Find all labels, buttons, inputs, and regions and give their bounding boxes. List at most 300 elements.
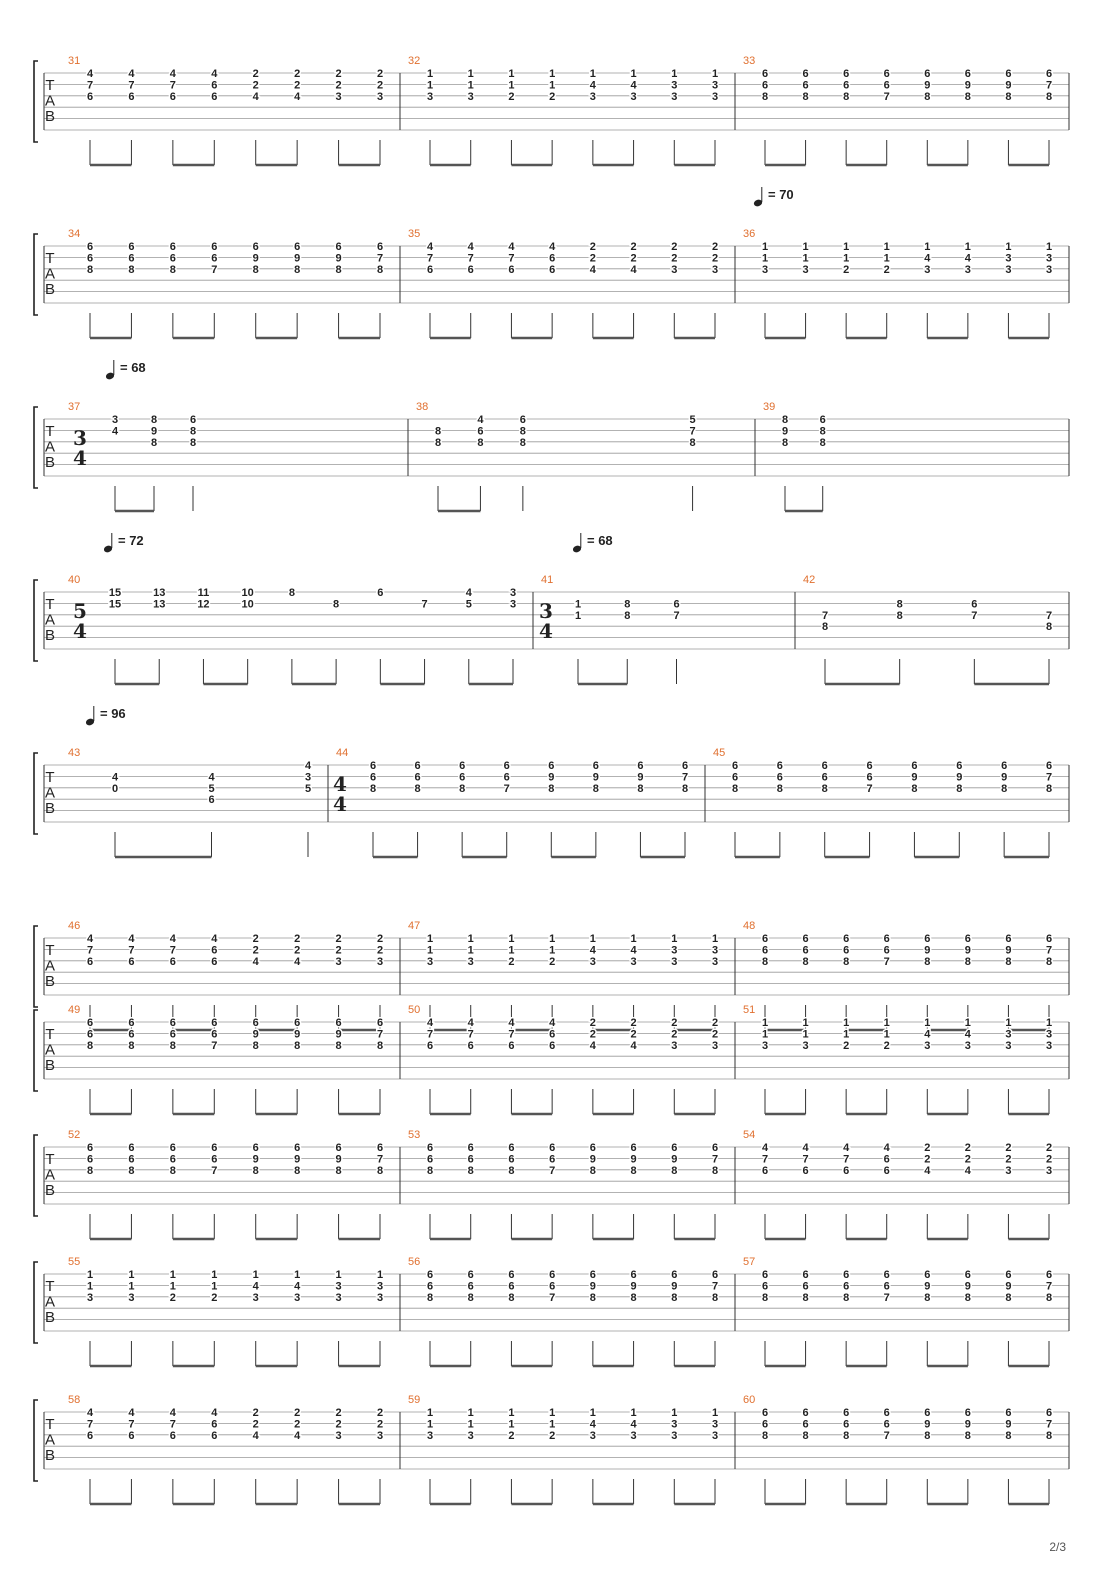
fret-number: 7 — [508, 1028, 515, 1041]
fret-number: 2 — [335, 1407, 342, 1419]
fret-number: 4 — [294, 90, 301, 103]
tab-clef-letter: B — [44, 973, 56, 990]
fret-number: 2 — [630, 1028, 637, 1041]
fret-number: 8 — [477, 436, 484, 449]
fret-number: 8 — [637, 782, 644, 795]
fret-number: 3 — [86, 1291, 94, 1304]
fret-number: 4 — [169, 68, 176, 80]
fret-number: 7 — [128, 79, 135, 92]
fret-number: 3 — [711, 955, 719, 968]
fret-number: 2 — [589, 1028, 596, 1041]
fret-number: 2 — [549, 1429, 556, 1442]
tab-clef-letter: T — [45, 423, 55, 440]
fret-number: 1 — [671, 933, 678, 945]
fret-number: 4 — [630, 79, 637, 92]
fret-number: 1 — [761, 1028, 769, 1041]
tab-clef-letter: T — [45, 942, 55, 959]
fret-number: 3 — [335, 1291, 342, 1304]
fret-number: 8 — [459, 782, 466, 795]
fret-number: 6 — [426, 1280, 434, 1293]
fret-number: 3 — [589, 90, 596, 103]
time-signature-numerator: 3 — [539, 599, 553, 623]
fret-number: 6 — [802, 933, 809, 945]
fret-number: 3 — [376, 955, 384, 968]
fret-number: 11 — [197, 587, 210, 599]
fret-number: 4 — [294, 955, 301, 968]
system-bracket — [34, 580, 38, 661]
fret-number: 2 — [335, 944, 342, 957]
fret-number: 1 — [294, 1269, 301, 1281]
fret-number: 6 — [426, 263, 434, 276]
fret-number: 4 — [252, 1429, 259, 1442]
fret-number: 2 — [711, 252, 719, 265]
fret-number: 4 — [924, 252, 931, 265]
fret-number: 6 — [761, 1269, 769, 1281]
fret-number: 6 — [86, 1017, 94, 1029]
fret-number: 0 — [111, 782, 119, 795]
time-signature-denominator: 4 — [73, 619, 87, 643]
measure-number: 41 — [541, 574, 554, 586]
fret-number: 8 — [128, 263, 135, 276]
fret-number: 6 — [549, 252, 556, 265]
fret-number: 8 — [843, 1429, 850, 1442]
fret-number: 9 — [335, 1028, 342, 1041]
fret-number: 7 — [376, 252, 384, 265]
fret-number: 6 — [508, 1153, 515, 1166]
fret-number: 1 — [671, 68, 678, 80]
fret-number: 6 — [211, 1418, 218, 1431]
fret-number: 1 — [549, 944, 556, 957]
fret-number: 8 — [426, 1164, 434, 1177]
fret-number: 4 — [843, 1142, 850, 1154]
fret-number: 8 — [335, 1164, 342, 1177]
fret-number: 8 — [761, 1429, 769, 1442]
fret-number: 4 — [294, 1429, 301, 1442]
fret-number: 3 — [376, 1429, 384, 1442]
fret-number: 6 — [1045, 933, 1053, 945]
fret-number: 7 — [426, 1028, 434, 1041]
fret-number: 6 — [731, 771, 739, 784]
fret-number: 8 — [1005, 955, 1012, 968]
fret-number: 9 — [637, 771, 644, 784]
fret-number: 2 — [630, 1017, 637, 1029]
fret-number: 6 — [376, 241, 384, 253]
fret-number: 1 — [426, 1407, 434, 1419]
fret-number: 1 — [508, 933, 515, 945]
fret-number: 8 — [335, 1039, 342, 1052]
fret-number: 2 — [294, 79, 301, 92]
fret-number: 3 — [671, 263, 678, 276]
fret-number: 7 — [883, 1429, 890, 1442]
fret-number: 6 — [467, 1039, 474, 1052]
fret-number: 8 — [294, 1164, 301, 1177]
fret-number: 4 — [761, 1142, 769, 1154]
fret-number: 6 — [376, 1142, 384, 1154]
measure-number: 51 — [743, 1004, 756, 1016]
fret-number: 2 — [1045, 1153, 1053, 1166]
fret-number: 2 — [376, 944, 384, 957]
fret-number: 8 — [294, 263, 301, 276]
fret-number: 8 — [711, 1291, 719, 1304]
measure-number: 32 — [408, 55, 421, 67]
fret-number: 6 — [924, 933, 931, 945]
fret-number: 8 — [964, 90, 971, 103]
fret-number: 9 — [1001, 771, 1008, 784]
fret-number: 3 — [467, 1429, 474, 1442]
fret-number: 8 — [964, 1429, 971, 1442]
fret-number: 4 — [128, 933, 135, 945]
fret-number: 6 — [169, 90, 176, 103]
fret-number: 8 — [434, 436, 442, 449]
fret-number: 7 — [971, 609, 978, 622]
fret-number: 6 — [637, 760, 644, 772]
fret-number: 2 — [711, 241, 719, 253]
fret-number: 6 — [128, 1028, 135, 1041]
fret-number: 1 — [630, 933, 637, 945]
system-bracket — [34, 926, 38, 1007]
fret-number: 8 — [128, 1164, 135, 1177]
measure-number: 37 — [68, 401, 81, 413]
fret-number: 3 — [924, 1039, 931, 1052]
fret-number: 3 — [802, 263, 809, 276]
fret-number: 3 — [467, 90, 474, 103]
fret-number: 2 — [671, 1017, 678, 1029]
fret-number: 2 — [589, 1017, 596, 1029]
fret-number: 6 — [549, 1269, 556, 1281]
measure-number: 39 — [763, 401, 776, 413]
measure-number: 46 — [68, 920, 81, 932]
fret-number: 3 — [1045, 1164, 1053, 1177]
fret-number: 4 — [589, 1039, 596, 1052]
fret-number: 5 — [465, 598, 472, 611]
fret-number: 3 — [1005, 1164, 1012, 1177]
measure-number: 40 — [68, 574, 81, 586]
fret-number: 6 — [508, 263, 515, 276]
fret-number: 6 — [414, 771, 421, 784]
fret-number: 8 — [681, 782, 689, 795]
fret-number: 2 — [883, 263, 890, 276]
fret-number: 4 — [111, 771, 119, 784]
fret-number: 6 — [776, 771, 783, 784]
measure-number: 53 — [408, 1129, 421, 1141]
fret-number: 6 — [761, 1164, 769, 1177]
fret-number: 6 — [802, 944, 809, 957]
fret-number: 6 — [426, 1142, 434, 1154]
fret-number: 6 — [211, 90, 218, 103]
fret-number: 1 — [467, 933, 474, 945]
fret-number: 6 — [761, 1418, 769, 1431]
fret-number: 8 — [589, 1164, 596, 1177]
fret-number: 6 — [369, 760, 377, 772]
fret-number: 8 — [519, 425, 526, 438]
measure-number: 43 — [68, 747, 81, 759]
fret-number: 1 — [549, 79, 556, 92]
fret-number: 9 — [335, 1153, 342, 1166]
fret-number: 6 — [924, 68, 931, 80]
fret-number: 4 — [630, 263, 637, 276]
tab-clef-letter: B — [44, 800, 56, 817]
fret-number: 3 — [671, 1039, 678, 1052]
fret-number: 6 — [426, 1269, 434, 1281]
fret-number: 8 — [189, 425, 197, 438]
fret-number: 1 — [211, 1269, 218, 1281]
fret-number: 9 — [1005, 1280, 1012, 1293]
fret-number: 7 — [376, 1028, 384, 1041]
fret-number: 8 — [1005, 1291, 1012, 1304]
fret-number: 6 — [519, 414, 526, 426]
tab-clef-letter: A — [44, 1041, 56, 1059]
fret-number: 2 — [589, 252, 596, 265]
fret-number: 2 — [1005, 1153, 1012, 1166]
fret-number: 2 — [252, 68, 259, 80]
fret-number: 2 — [294, 68, 301, 80]
measure-number: 48 — [743, 920, 756, 932]
fret-number: 7 — [549, 1164, 556, 1177]
fret-number: 8 — [731, 782, 739, 795]
fret-number: 3 — [711, 944, 719, 957]
fret-number: 3 — [376, 90, 384, 103]
fret-number: 8 — [434, 425, 442, 438]
fret-number: 9 — [781, 425, 789, 438]
fret-number: 3 — [964, 263, 971, 276]
fret-number: 6 — [883, 1407, 890, 1419]
fret-number: 8 — [956, 782, 963, 795]
fret-number: 6 — [252, 1017, 259, 1029]
fret-number: 7 — [1045, 1280, 1053, 1293]
fret-number: 6 — [211, 955, 218, 968]
system-bracket — [34, 1135, 38, 1216]
fret-number: 6 — [86, 1429, 94, 1442]
fret-number: 1 — [426, 79, 434, 92]
fret-number: 6 — [252, 1142, 259, 1154]
fret-number: 6 — [294, 1017, 301, 1029]
fret-number: 6 — [376, 1017, 384, 1029]
fret-number: 8 — [252, 263, 259, 276]
fret-number: 4 — [508, 241, 515, 253]
time-signature-denominator: 4 — [539, 619, 553, 643]
fret-number: 6 — [211, 1153, 218, 1166]
fret-number: 3 — [1045, 1028, 1053, 1041]
fret-number: 8 — [781, 436, 789, 449]
fret-number: 8 — [1045, 1291, 1053, 1304]
fret-number: 2 — [252, 1418, 259, 1431]
fret-number: 1 — [549, 1418, 556, 1431]
fret-number: 8 — [169, 1164, 176, 1177]
fret-number: 6 — [1045, 68, 1053, 80]
fret-number: 2 — [376, 68, 384, 80]
fret-number: 6 — [211, 1028, 218, 1041]
fret-number: 1 — [169, 1280, 176, 1293]
fret-number: 6 — [86, 1153, 94, 1166]
fret-number: 6 — [671, 1142, 678, 1154]
fret-number: 1 — [467, 79, 474, 92]
fret-number: 4 — [630, 944, 637, 957]
tab-clef-letter: A — [44, 784, 56, 802]
fret-number: 6 — [866, 771, 873, 784]
fret-number: 3 — [964, 1039, 971, 1052]
fret-number: 3 — [294, 1291, 301, 1304]
fret-number: 9 — [150, 425, 158, 438]
fret-number: 1 — [671, 1407, 678, 1419]
fret-number: 6 — [630, 1269, 637, 1281]
fret-number: 4 — [86, 68, 94, 80]
fret-number: 6 — [802, 68, 809, 80]
fret-number: 6 — [883, 1280, 890, 1293]
measure-number: 57 — [743, 1256, 756, 1268]
fret-number: 1 — [128, 1269, 135, 1281]
fret-number: 8 — [843, 955, 850, 968]
fret-number: 1 — [883, 252, 890, 265]
fret-number: 6 — [1045, 760, 1053, 772]
fret-number: 6 — [169, 241, 176, 253]
fret-number: 7 — [711, 1153, 719, 1166]
fret-number: 8 — [589, 1291, 596, 1304]
fret-number: 4 — [426, 1017, 434, 1029]
fret-number: 7 — [376, 1153, 384, 1166]
fret-number: 6 — [956, 760, 963, 772]
fret-number: 9 — [592, 771, 599, 784]
fret-number: 2 — [335, 79, 342, 92]
fret-number: 7 — [711, 1280, 719, 1293]
fret-number: 7 — [86, 1418, 94, 1431]
fret-number: 6 — [508, 1039, 515, 1052]
fret-number: 4 — [549, 241, 556, 253]
fret-number: 8 — [150, 414, 158, 426]
measure-number: 52 — [68, 1129, 81, 1141]
fret-number: 8 — [1045, 955, 1053, 968]
fret-number: 2 — [169, 1291, 176, 1304]
fret-number: 6 — [843, 79, 850, 92]
fret-number: 9 — [956, 771, 963, 784]
fret-number: 6 — [86, 241, 94, 253]
fret-number: 4 — [128, 1407, 135, 1419]
fret-number: 6 — [681, 760, 689, 772]
fret-number: 2 — [964, 1142, 971, 1154]
fret-number: 6 — [211, 1142, 218, 1154]
fret-number: 8 — [964, 955, 971, 968]
fret-number: 4 — [589, 1418, 596, 1431]
system-bracket — [34, 407, 38, 488]
fret-number: 4 — [211, 933, 218, 945]
fret-number: 1 — [843, 1017, 850, 1029]
system-bracket — [34, 1400, 38, 1481]
fret-number: 1 — [761, 1017, 769, 1029]
fret-number: 4 — [924, 1164, 931, 1177]
fret-number: 8 — [896, 598, 903, 611]
fret-number: 6 — [883, 944, 890, 957]
fret-number: 4 — [208, 771, 215, 784]
fret-number: 1 — [761, 252, 769, 265]
fret-number: 6 — [802, 1407, 809, 1419]
fret-number: 9 — [294, 1153, 301, 1166]
fret-number: 2 — [294, 933, 301, 945]
tab-clef-letter: T — [45, 250, 55, 267]
fret-number: 8 — [1045, 90, 1053, 103]
fret-number: 8 — [169, 263, 176, 276]
fret-number: 3 — [426, 955, 434, 968]
fret-number: 8 — [924, 1429, 931, 1442]
fret-number: 6 — [426, 1039, 434, 1052]
fret-number: 8 — [802, 1291, 809, 1304]
fret-number: 6 — [592, 760, 599, 772]
tab-clef-letter: B — [44, 454, 56, 471]
fret-number: 8 — [467, 1291, 474, 1304]
fret-number: 1 — [964, 241, 971, 253]
fret-number: 8 — [376, 1039, 384, 1052]
fret-number: 7 — [503, 782, 510, 795]
fret-number: 6 — [414, 760, 421, 772]
fret-number: 6 — [1005, 1269, 1012, 1281]
fret-number: 7 — [1045, 1418, 1053, 1431]
fret-number: 6 — [128, 1142, 135, 1154]
measure-number: 55 — [68, 1256, 81, 1268]
fret-number: 9 — [964, 79, 971, 92]
tab-clef-letter: A — [44, 957, 56, 975]
fret-number: 6 — [503, 771, 510, 784]
fret-number: 4 — [86, 933, 94, 945]
fret-number: 8 — [911, 782, 918, 795]
fret-number: 9 — [1005, 1418, 1012, 1431]
fret-number: 1 — [883, 1017, 890, 1029]
fret-number: 1 — [211, 1280, 218, 1293]
system-bracket — [34, 61, 38, 142]
fret-number: 6 — [711, 1269, 719, 1281]
fret-number: 6 — [731, 760, 739, 772]
fret-number: 2 — [252, 944, 259, 957]
fret-number: 8 — [86, 263, 94, 276]
measure-number: 36 — [743, 228, 756, 240]
fret-number: 9 — [964, 1280, 971, 1293]
fret-number: 6 — [883, 79, 890, 92]
fret-number: 7 — [673, 609, 680, 622]
fret-number: 6 — [86, 955, 94, 968]
fret-number: 3 — [589, 1429, 596, 1442]
fret-number: 6 — [467, 1280, 474, 1293]
fret-number: 4 — [630, 1418, 637, 1431]
measure-number: 31 — [68, 55, 81, 67]
fret-number: 4 — [883, 1142, 890, 1154]
fret-number: 7 — [211, 1164, 218, 1177]
time-signature-denominator: 4 — [73, 446, 87, 470]
fret-number: 4 — [924, 1028, 931, 1041]
fret-number: 6 — [549, 1280, 556, 1293]
fret-number: 9 — [630, 1280, 637, 1293]
fret-number: 8 — [150, 436, 158, 449]
fret-number: 8 — [819, 436, 826, 449]
tab-clef-letter: B — [44, 1309, 56, 1326]
fret-number: 1 — [630, 1407, 637, 1419]
fret-number: 6 — [924, 1269, 931, 1281]
fret-number: 8 — [86, 1039, 94, 1052]
fret-number: 8 — [128, 1039, 135, 1052]
fret-number: 6 — [630, 1142, 637, 1154]
fret-number: 6 — [843, 1280, 850, 1293]
fret-number: 8 — [821, 782, 828, 795]
fret-number: 3 — [711, 90, 719, 103]
fret-number: 8 — [689, 436, 696, 449]
tab-clef-letter: B — [44, 1057, 56, 1074]
fret-number: 6 — [802, 1418, 809, 1431]
fret-number: 6 — [335, 1017, 342, 1029]
fret-number: 6 — [819, 414, 826, 426]
fret-number: 9 — [671, 1280, 678, 1293]
fret-number: 2 — [671, 241, 678, 253]
fret-number: 6 — [843, 68, 850, 80]
fret-number: 6 — [761, 1407, 769, 1419]
fret-number: 3 — [1005, 252, 1012, 265]
fret-number: 4 — [964, 1028, 971, 1041]
fret-number: 8 — [761, 90, 769, 103]
